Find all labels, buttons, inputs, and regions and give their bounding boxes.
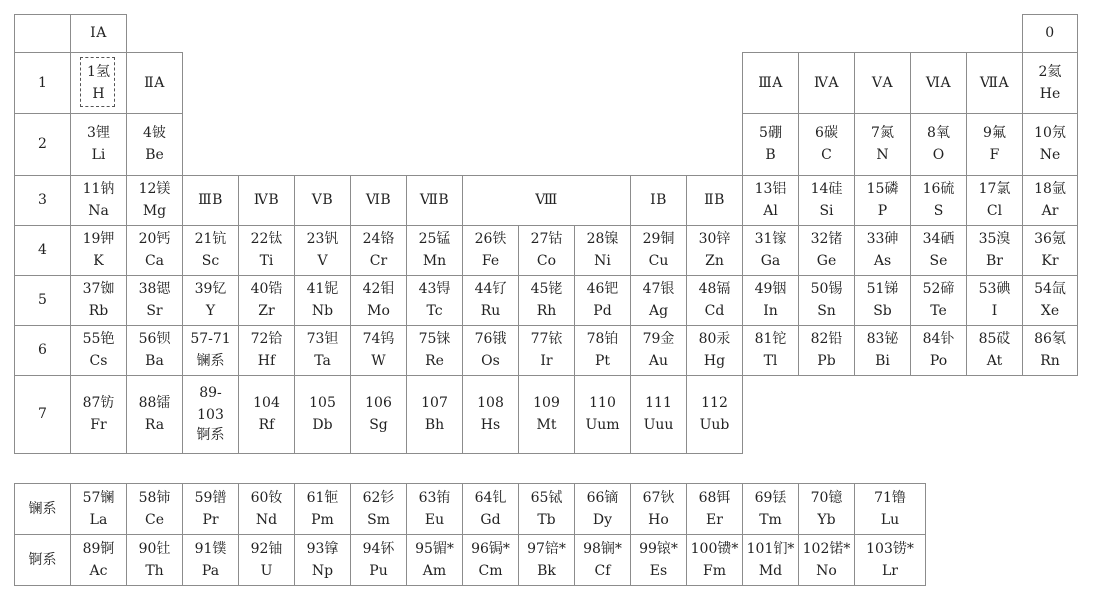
element-number-name: 52碲 [922, 281, 955, 298]
element-symbol: V [317, 253, 328, 269]
element-symbol: Ra [144, 417, 165, 433]
element-symbol: Xe [1040, 303, 1060, 319]
lanthanide-element-cell [798, 483, 855, 535]
element-number-name: 73钽 [306, 331, 339, 348]
lanthanide-element-cell [238, 483, 295, 535]
element-number-name: 5硼 [759, 125, 782, 142]
element-symbol: Es [649, 562, 668, 579]
element-symbol: Mt [536, 417, 557, 433]
element-symbol: Tl [763, 353, 778, 369]
element-number-name: 67钬 [642, 489, 675, 506]
element-symbol: Y [205, 303, 216, 319]
element-symbol: Th [145, 562, 164, 579]
element-number-name: 75铼 [418, 331, 451, 348]
element-number-name: 107 [421, 395, 448, 412]
element-number-name: 57-71 [190, 331, 231, 348]
element-symbol: Ce [145, 511, 164, 528]
element-number-name: 85砹 [978, 331, 1011, 348]
element-number-name: 48镉 [698, 281, 731, 298]
element-number-name: 78铂 [586, 331, 619, 348]
group-label: ⅣB [253, 192, 280, 209]
actinide-element-cell [126, 534, 183, 586]
element-symbol: Fm [703, 562, 726, 579]
element-symbol: Rn [1040, 353, 1060, 369]
period-number: 7 [38, 406, 47, 423]
element-number-name: 37铷 [82, 281, 115, 298]
element-symbol: Ni [594, 253, 611, 269]
element-symbol: Hf [257, 353, 276, 369]
lanthanide-element-cell [406, 483, 463, 535]
group-label: ⅠB [650, 192, 667, 209]
element-number-name: 65铽 [530, 489, 563, 506]
element-number-name: 104 [253, 395, 280, 412]
element-symbol: Lu [880, 511, 900, 528]
element-symbol: S [933, 203, 944, 219]
group-label: ⅥB [365, 192, 392, 209]
element-symbol: Sc [201, 253, 220, 269]
element-number-name: 46钯 [586, 281, 619, 298]
element-number-name: 44钌 [474, 281, 507, 298]
element-symbol: Cr [369, 253, 388, 269]
element-number-name: 63铕 [418, 489, 451, 506]
element-number-name: 27钴 [530, 231, 563, 248]
element-symbol: Tc [426, 303, 443, 319]
element-symbol: Lr [882, 562, 898, 579]
element-number-name: 56钡 [138, 331, 171, 348]
element-symbol: Nd [255, 511, 278, 528]
element-symbol: At [986, 353, 1003, 369]
element-symbol: Li [91, 147, 106, 163]
element-number-name: 24铬 [362, 231, 395, 248]
element-number-name: 6碳 [815, 125, 838, 142]
element-symbol: Ag [648, 303, 669, 319]
element-symbol: Md [758, 562, 783, 579]
element-number-name: 96锔* [471, 540, 510, 557]
element-symbol: He [1039, 85, 1061, 102]
element-symbol: Pd [593, 303, 612, 319]
actinide-element-cell [574, 534, 631, 586]
actinide-element-cell [70, 534, 127, 586]
element-symbol: Eu [424, 511, 445, 528]
element-symbol: Gd [480, 511, 501, 528]
element-number-name: 100镄* [690, 540, 739, 557]
element-number-name: 2氦 [1038, 63, 1062, 80]
element-symbol: Al [763, 203, 778, 219]
element-number-name: 36氪 [1034, 231, 1066, 248]
element-number-name: 66镝 [586, 489, 619, 506]
element-number-name: 103铹* [866, 540, 914, 557]
group-label: ⅡB [704, 192, 725, 209]
element-number-name: 53碘 [978, 281, 1011, 298]
element-number-name: 101钔* [746, 540, 795, 557]
group-label: ⅥA [925, 74, 952, 91]
element-symbol: Mo [367, 303, 390, 319]
element-symbol: In [763, 303, 778, 319]
element-number-name: 80汞 [698, 331, 731, 348]
actinide-element-cell [518, 534, 575, 586]
lanthanide-element-cell [350, 483, 407, 535]
element-symbol: Co [536, 253, 557, 269]
element-symbol: Rb [88, 303, 109, 319]
actinide-element-cell [350, 534, 407, 586]
element-number-name: 12镁 [138, 181, 171, 198]
element-number-name: 39钇 [194, 281, 227, 298]
element-number-name: 38锶 [138, 281, 171, 298]
element-number-name: 41铌 [306, 281, 339, 298]
element-symbol: Be [145, 147, 164, 163]
element-number-name: 83铋 [866, 331, 899, 348]
element-number-name: 18氩 [1034, 181, 1066, 198]
group-label: ⅠA [90, 25, 107, 42]
group-label: ⅢB [198, 192, 223, 209]
element-symbol: Sr [146, 303, 163, 319]
element-number-name: 16硫 [922, 181, 955, 198]
element-number-name: 79金 [642, 331, 675, 348]
element-number-name: 91镤 [194, 540, 227, 557]
element-symbol: Ar [1041, 203, 1059, 219]
element-symbol: Br [986, 253, 1003, 269]
element-number-name: 106 [365, 395, 392, 412]
element-symbol: Pr [202, 511, 219, 528]
element-symbol: Fe [481, 253, 500, 269]
element-symbol: Np [311, 562, 334, 579]
lanthanide-element-cell [462, 483, 519, 535]
element-symbol: Se [929, 253, 948, 269]
element-symbol: Au [648, 353, 669, 369]
element-number-name: 109 [533, 395, 560, 412]
element-symbol: P [877, 203, 888, 219]
element-number-name: 88镭 [138, 395, 171, 412]
element-number-name: 64钆 [474, 489, 507, 506]
element-symbol: Er [706, 511, 723, 528]
element-number-name: 57镧 [82, 489, 115, 506]
element-symbol: No [816, 562, 837, 579]
element-symbol: Ge [816, 253, 837, 269]
lanthanide-element-cell [70, 483, 127, 535]
element-symbol: Ba [145, 353, 164, 369]
element-number-name: 22钛 [250, 231, 283, 248]
lanthanide-element-cell [630, 483, 687, 535]
period-number: 2 [38, 136, 47, 153]
element-symbol: La [89, 511, 108, 528]
element-number-name: 59镨 [194, 489, 227, 506]
element-number-name: 70镱 [810, 489, 843, 506]
element-number-name: 98锎* [583, 540, 622, 557]
element-symbol: Pb [817, 353, 836, 369]
element-symbol: Am [422, 562, 447, 579]
element-number-name: 74钨 [362, 331, 395, 348]
element-number-name: 35溴 [978, 231, 1011, 248]
element-number-name: 105 [309, 395, 336, 412]
actinide-element-cell [742, 534, 799, 586]
element-symbol: As [873, 253, 892, 269]
element-symbol: Ne [1039, 147, 1061, 163]
element-symbol: Hs [480, 417, 501, 433]
element-symbol: U [260, 562, 273, 579]
element-symbol: Cs [89, 353, 108, 369]
element-symbol: Bk [537, 562, 556, 579]
element-number-name: 51锑 [866, 281, 899, 298]
element-number-name: 94钚 [362, 540, 395, 557]
element-number-name: 42钼 [362, 281, 395, 298]
group-label: ⅤB [311, 192, 334, 209]
element-number-name: 108 [477, 395, 504, 412]
element-number-name: 19钾 [82, 231, 115, 248]
element-symbol: Ti [259, 253, 274, 269]
actinide-row-label [14, 534, 71, 586]
element-symbol: Pm [311, 511, 334, 528]
element-number-name: 47银 [642, 281, 675, 298]
element-symbol: Cd [704, 303, 725, 319]
element-symbol: Bi [875, 353, 890, 369]
element-symbol: Sg [369, 417, 388, 433]
element-number-name: 95镅* [415, 540, 454, 557]
period-number: 6 [38, 342, 47, 359]
element-symbol: Sb [873, 303, 892, 319]
element-number-name: 69铥 [754, 489, 787, 506]
element-symbol: Nb [311, 303, 334, 319]
actinide-element-cell [462, 534, 519, 586]
element-number-name: 1氢 [87, 63, 110, 80]
element-number-name: 33砷 [866, 231, 899, 248]
element-symbol: Ta [314, 353, 331, 369]
element-number-name: 32锗 [810, 231, 843, 248]
group-label: ⅡA [144, 74, 165, 91]
element-symbol: Pu [369, 562, 388, 579]
element-number-name: 72铪 [250, 331, 283, 348]
actinide-element-cell [294, 534, 351, 586]
actinide-element-cell [238, 534, 295, 586]
element-symbol: C [821, 147, 832, 163]
element-number-name: 90钍 [138, 540, 171, 557]
element-number-name: 84钋 [922, 331, 955, 348]
actinide-element-cell [406, 534, 463, 586]
actinide-element-cell [686, 534, 743, 586]
element-number-name: 4铍 [143, 125, 166, 142]
element-number-name: 15磷 [866, 181, 899, 198]
element-symbol: Cf [594, 562, 611, 579]
element-symbol: 镧系 [196, 353, 225, 369]
element-symbol: Yb [817, 511, 836, 528]
element-symbol: Te [930, 303, 947, 319]
period-number: 4 [38, 242, 47, 259]
element-number-name: 92铀 [250, 540, 283, 557]
element-number-name: 45铑 [530, 281, 563, 298]
element-symbol: Uum [585, 417, 620, 433]
element-symbol: Mn [422, 253, 447, 269]
series-label: 锕系 [28, 551, 57, 568]
element-number-name: 93镎 [306, 540, 339, 557]
element-number-name: 99锿* [639, 540, 678, 557]
actinide-element-cell [630, 534, 687, 586]
group-label: ⅣA [813, 74, 840, 91]
element-symbol: Sn [817, 303, 836, 319]
element-number-name: 68铒 [698, 489, 731, 506]
element-symbol: 103 [197, 406, 224, 423]
period-number: 1 [38, 74, 47, 91]
element-symbol: W [371, 353, 386, 369]
element-number-name: 23钒 [306, 231, 339, 248]
lanthanide-row-label [14, 483, 71, 535]
lanthanide-element-cell [742, 483, 799, 535]
element-symbol: Dy [592, 511, 613, 528]
element-extra-label: 锕系 [196, 427, 225, 444]
lanthanide-element-cell [126, 483, 183, 535]
element-number-name: 9氟 [983, 125, 1006, 142]
element-symbol: Uuu [643, 417, 674, 433]
element-symbol: Os [481, 353, 500, 369]
period-number: 3 [38, 192, 47, 209]
actinide-element-cell [854, 534, 926, 586]
element-symbol: Ca [144, 253, 165, 269]
element-number-name: 86氡 [1034, 331, 1066, 348]
lanthanide-element-cell [294, 483, 351, 535]
element-number-name: 97锫* [527, 540, 566, 557]
element-symbol: Pt [594, 353, 611, 369]
element-number-name: 50锡 [810, 281, 843, 298]
element-symbol: Po [929, 353, 948, 369]
element-symbol: Tm [759, 511, 782, 528]
element-symbol: Bh [424, 417, 445, 433]
element-symbol: Mg [142, 203, 167, 219]
series-label: 镧系 [28, 500, 57, 517]
element-number-name: 71镥 [874, 489, 906, 506]
element-number-name: 7氮 [871, 125, 894, 142]
element-number-name: 30锌 [698, 231, 731, 248]
element-symbol: Ru [480, 303, 501, 319]
element-symbol: Ac [89, 562, 108, 579]
element-number-name: 87钫 [82, 395, 115, 412]
element-symbol: Zr [258, 303, 275, 319]
element-number-name: 3锂 [87, 125, 110, 142]
lanthanide-element-cell [182, 483, 239, 535]
actinide-element-cell [182, 534, 239, 586]
lanthanide-element-cell [854, 483, 926, 535]
element-number-name: 76锇 [474, 331, 507, 348]
element-number-name: 77铱 [530, 331, 563, 348]
element-number-name: 28镍 [586, 231, 619, 248]
group-label: Ⅷ [535, 192, 558, 209]
element-number-name: 82铅 [810, 331, 843, 348]
element-number-name: 54氙 [1034, 281, 1066, 298]
actinide-element-cell [798, 534, 855, 586]
element-symbol: Sm [367, 511, 390, 528]
element-number-name: 89锕 [82, 540, 115, 557]
element-symbol: H [92, 85, 105, 102]
element-number-name: 60钕 [250, 489, 283, 506]
element-number-name: 81铊 [754, 331, 787, 348]
element-symbol: Db [312, 417, 333, 433]
element-symbol: Uub [699, 417, 730, 433]
group-label: ⅤA [871, 74, 894, 91]
element-symbol: N [876, 147, 889, 163]
element-number-name: 34硒 [922, 231, 955, 248]
element-number-name: 8氧 [927, 125, 950, 142]
element-symbol: Rf [258, 417, 275, 433]
element-number-name: 111 [645, 395, 672, 412]
element-number-name: 10氖 [1034, 125, 1066, 142]
element-symbol: Si [819, 203, 834, 219]
element-symbol: Na [88, 203, 109, 219]
element-symbol: I [991, 303, 998, 319]
element-symbol: O [932, 147, 945, 163]
element-number-name: 49铟 [754, 281, 787, 298]
lanthanide-element-cell [518, 483, 575, 535]
element-number-name: 58铈 [138, 489, 171, 506]
element-number-name: 11钠 [82, 181, 115, 198]
group-label: 0 [1045, 25, 1055, 42]
element-symbol: Rh [536, 303, 557, 319]
element-number-name: 112 [701, 395, 728, 412]
element-symbol: Cl [986, 203, 1003, 219]
element-number-name: 61钷 [306, 489, 339, 506]
element-number-name: 26铁 [474, 231, 507, 248]
element-symbol: Zn [705, 253, 724, 269]
element-number-name: 14硅 [810, 181, 843, 198]
element-symbol: F [989, 147, 1000, 163]
element-symbol: Pa [201, 562, 220, 579]
lanthanide-element-cell [686, 483, 743, 535]
element-symbol: Cm [478, 562, 503, 579]
element-number-name: 40锆 [250, 281, 283, 298]
group-label: ⅢA [758, 74, 783, 91]
lanthanide-element-cell [574, 483, 631, 535]
element-number-name: 29铜 [642, 231, 675, 248]
element-number-name: 110 [589, 395, 616, 412]
element-number-name: 55铯 [82, 331, 115, 348]
element-symbol: Ho [648, 511, 669, 528]
group-label: ⅦB [419, 192, 450, 209]
element-number-name: 62钐 [362, 489, 395, 506]
element-number-name: 43锝 [418, 281, 451, 298]
element-number-name: 102锘* [802, 540, 851, 557]
element-symbol: Hg [703, 353, 726, 369]
element-symbol: Cu [648, 253, 669, 269]
element-symbol: K [93, 253, 104, 269]
element-number-name: 25锰 [418, 231, 451, 248]
element-symbol: Kr [1041, 253, 1059, 269]
group-label: ⅦA [979, 74, 1010, 91]
element-number-name: 21钪 [194, 231, 227, 248]
element-number-name: 17氯 [978, 181, 1011, 198]
element-symbol: Re [425, 353, 444, 369]
element-symbol: Ir [540, 353, 553, 369]
element-symbol: Fr [90, 417, 107, 433]
element-number-name: 89- [199, 384, 222, 401]
element-number-name: 13铝 [754, 181, 787, 198]
period-number: 5 [38, 292, 47, 309]
element-symbol: Ga [760, 253, 781, 269]
element-symbol: B [765, 147, 776, 163]
element-symbol: Tb [537, 511, 556, 528]
element-number-name: 20钙 [138, 231, 171, 248]
element-number-name: 31镓 [754, 231, 787, 248]
